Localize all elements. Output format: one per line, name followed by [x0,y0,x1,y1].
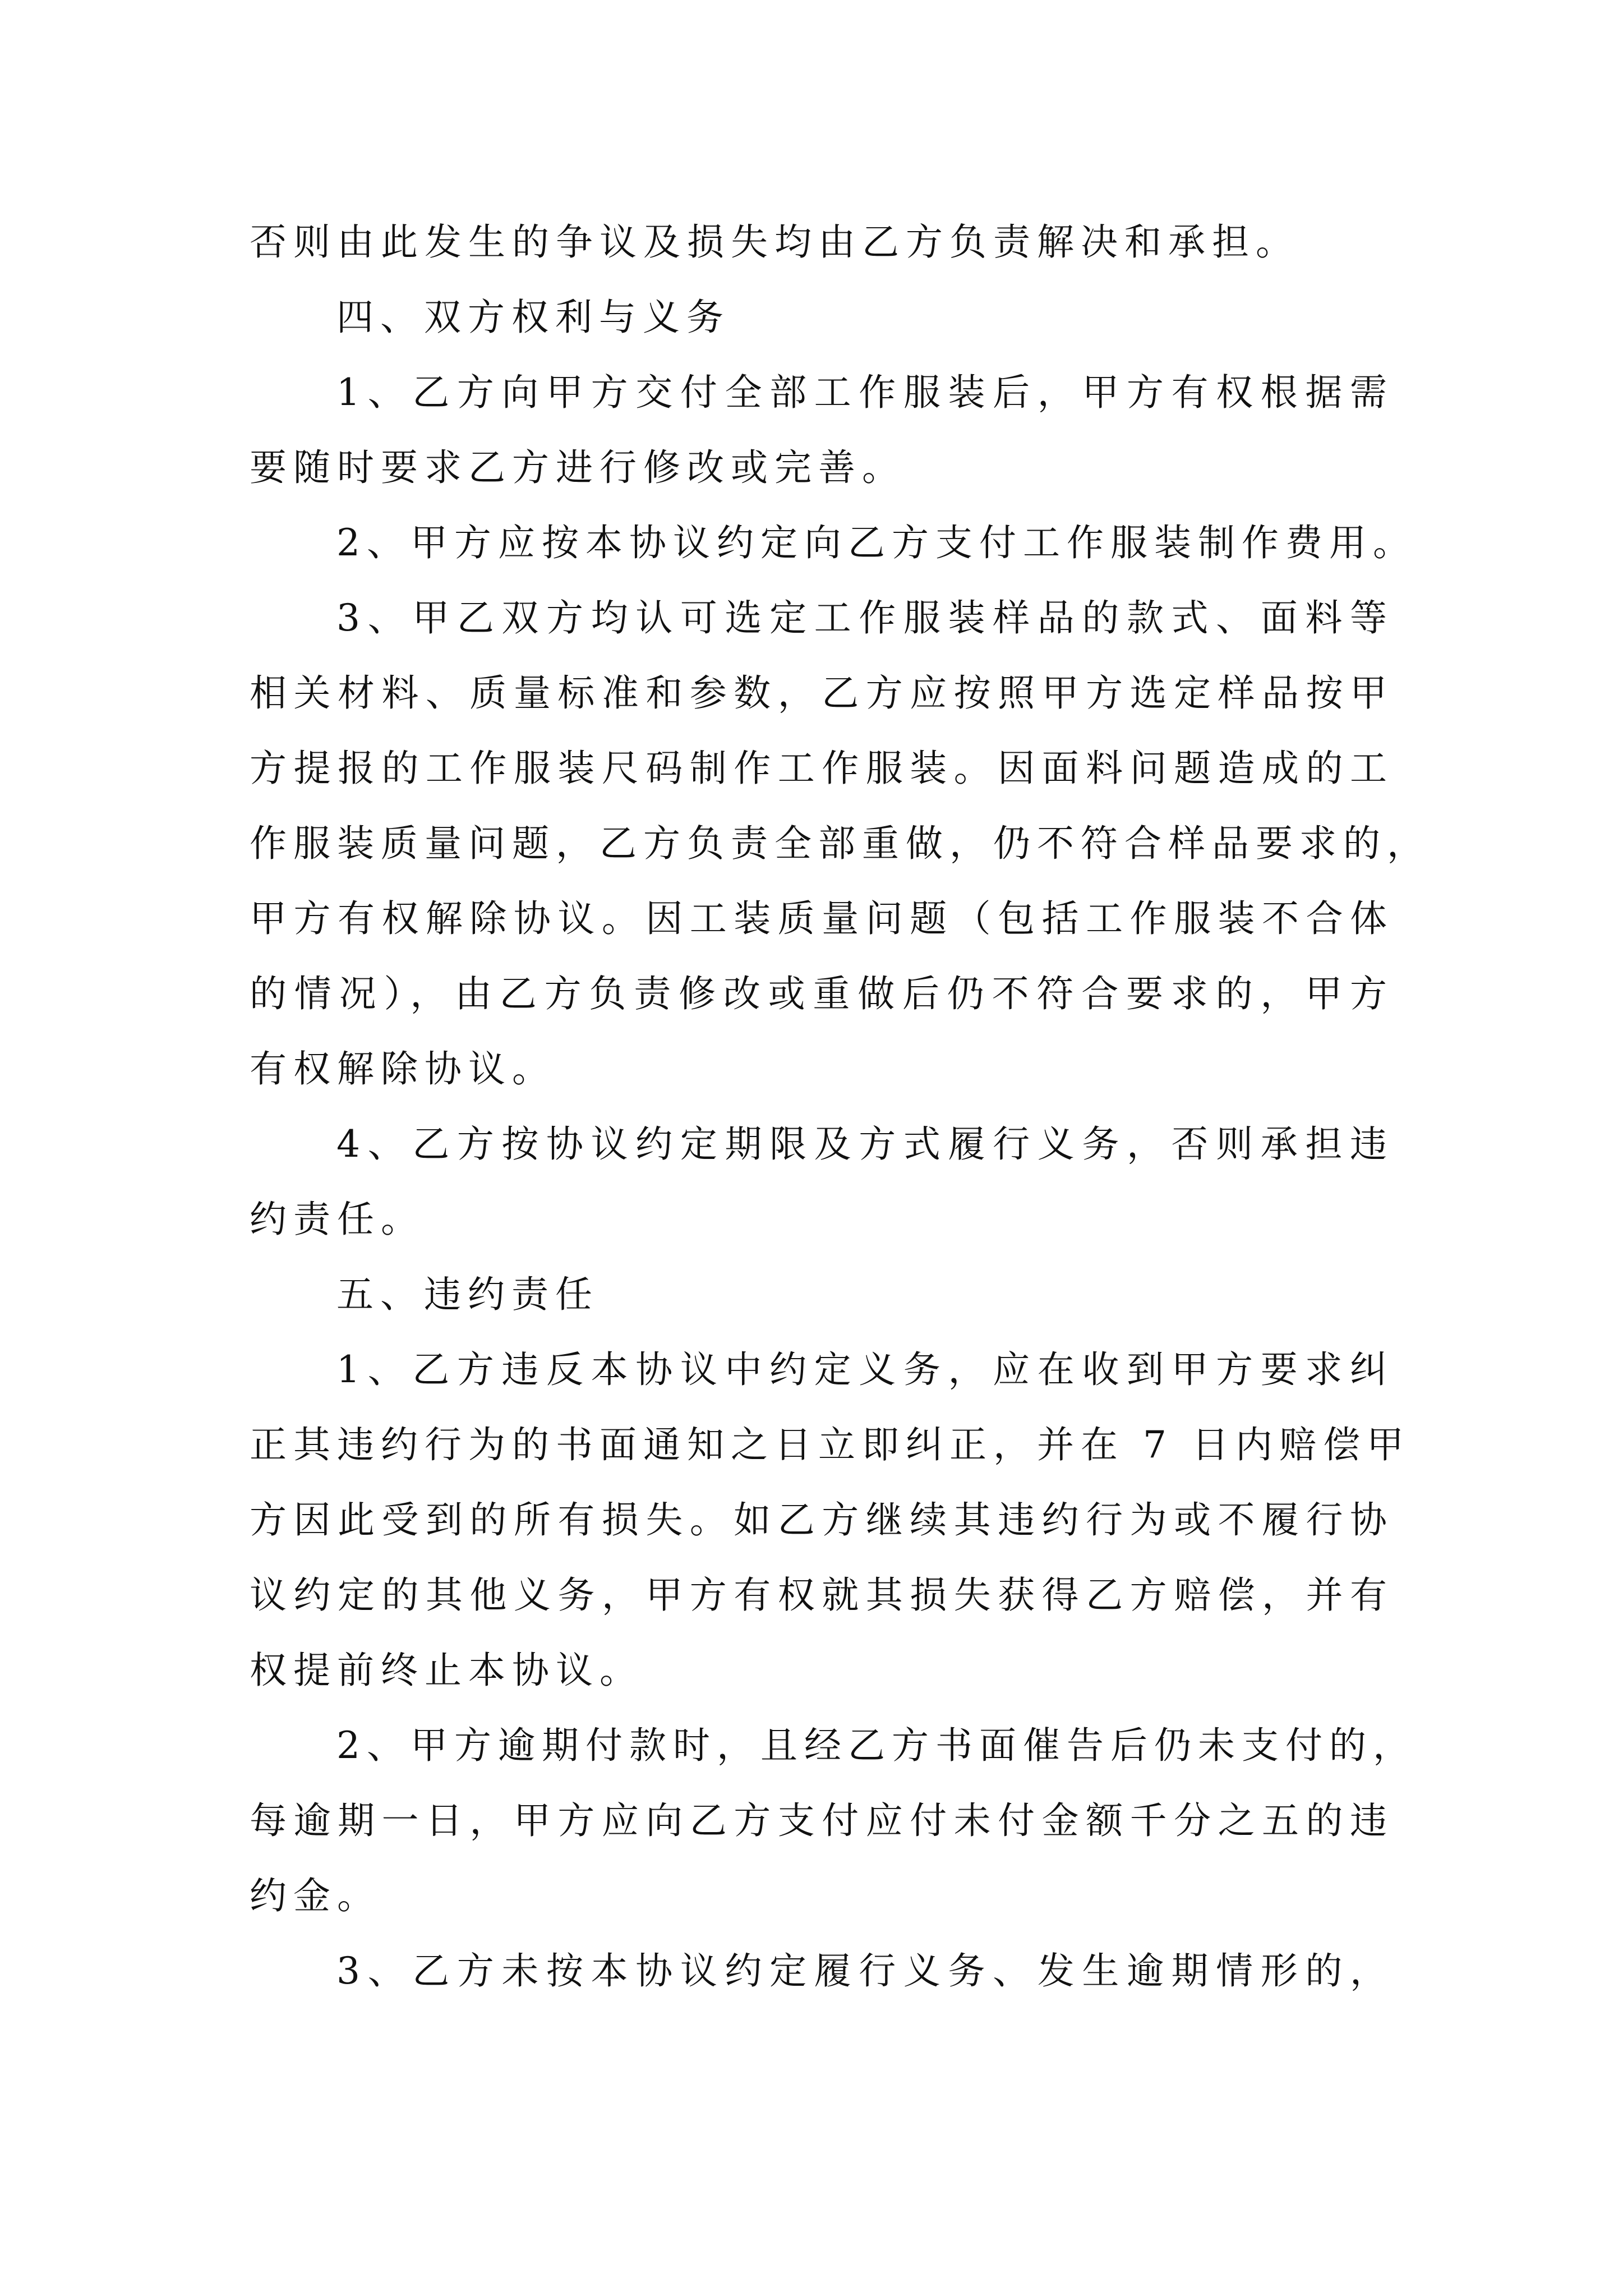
text-line-23: 约金。 [250,1874,381,1917]
text-line-6: 3、甲乙双方均认可选定工作服装样品的款式、面料等 [336,596,1394,639]
text-line-21: 2、甲方逾期付款时，且经乙方书面催告后仍未支付的， [336,1724,1417,1767]
text-line-17: 正其违约行为的书面通知之日立即纠正，并在 7 日内赔偿甲 [250,1423,1410,1466]
text-line-11: 的情况），由乙方负责修改或重做后仍不符合要求的，甲方 [250,972,1394,1015]
text-line-10: 甲方有权解除协议。因工装质量问题（包括工作服装不合体 [250,897,1394,940]
text-line-22: 每逾期一日，甲方应向乙方支付应付未付金额千分之五的违 [250,1799,1394,1842]
text-line-4: 要随时要求乙方进行修改或完善。 [250,446,906,489]
section-heading-5: 五、违约责任 [336,1273,599,1316]
text-line-3: 1、乙方向甲方交付全部工作服装后，甲方有权根据需 [336,371,1394,414]
text-line-12: 有权解除协议。 [250,1047,556,1091]
text-line-14: 约责任。 [250,1198,425,1241]
text-line-8: 方提报的工作服装尺码制作工作服装。因面料问题造成的工 [250,747,1394,790]
text-line-1: 否则由此发生的争议及损失均由乙方负责解决和承担。 [250,220,1299,264]
text-line-19: 议约定的其他义务，甲方有权就其损失获得乙方赔偿，并有 [250,1573,1394,1617]
text-line-7: 相关材料、质量标准和参数，乙方应按照甲方选定样品按甲 [250,671,1394,715]
section-heading-4: 四、双方权利与义务 [336,296,730,339]
text-line-13: 4、乙方按协议约定期限及方式履行义务，否则承担违 [336,1122,1394,1166]
text-line-18: 方因此受到的所有损失。如乙方继续其违约行为或不履行协 [250,1498,1394,1542]
text-line-5: 2、甲方应按本协议约定向乙方支付工作服装制作费用。 [336,521,1417,564]
text-line-9: 作服装质量问题，乙方负责全部重做，仍不符合样品要求的， [250,822,1431,865]
text-line-16: 1、乙方违反本协议中约定义务，应在收到甲方要求纠 [336,1348,1394,1391]
text-line-24: 3、乙方未按本协议约定履行义务、发生逾期情形的， [336,1949,1394,1993]
text-line-20: 权提前终止本协议。 [250,1649,643,1692]
